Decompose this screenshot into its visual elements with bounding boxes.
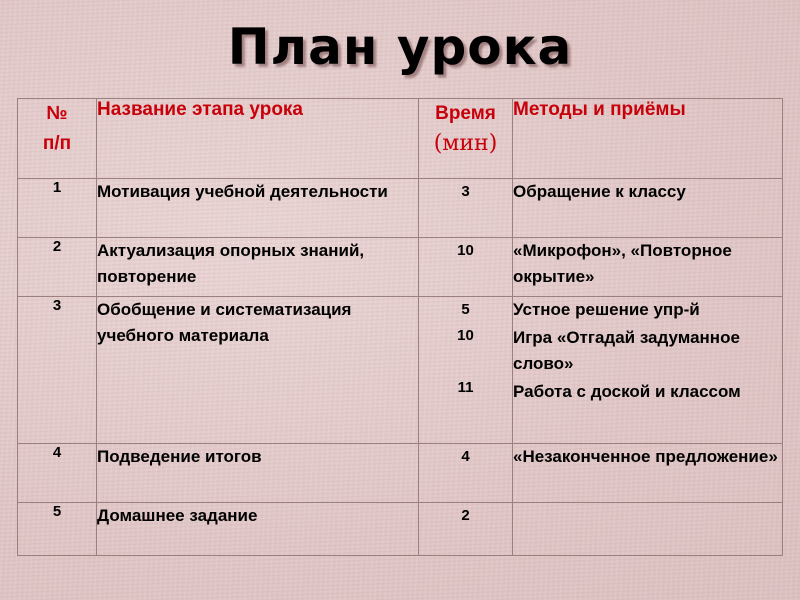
- row-number: 2: [18, 238, 97, 297]
- row-time-value: 4: [461, 448, 470, 465]
- row-time-value: 2: [461, 507, 470, 524]
- table-row: [18, 179, 783, 238]
- row-method: Устное решение упр-й: [513, 300, 700, 319]
- header-number-line2: п/п: [42, 133, 72, 154]
- row-stage: Домашнее задание: [97, 503, 419, 556]
- table-row: [18, 444, 783, 503]
- header-number: [18, 99, 97, 179]
- row-methods: [513, 238, 783, 297]
- header-number-line1: №: [46, 103, 68, 124]
- row-stage: Подведение итогов: [97, 444, 419, 503]
- table-row: [18, 503, 783, 556]
- row-method: Игра «Отгадай задуманное слово»: [513, 328, 740, 373]
- row-time-spacer: [419, 349, 512, 375]
- table-row: [18, 297, 783, 444]
- row-number: 3: [18, 297, 97, 444]
- row-method: «Незаконченное предложение»: [513, 447, 778, 466]
- row-time-value: 3: [461, 183, 470, 200]
- header-time-line1: Время: [435, 103, 496, 124]
- lesson-plan-table: [17, 98, 783, 556]
- row-number: 4: [18, 444, 97, 503]
- row-method: Обращение к классу: [513, 182, 686, 201]
- row-number: 1: [18, 179, 97, 238]
- row-stage: Мотивация учебной деятельности: [97, 179, 419, 238]
- page-title: План урока: [227, 18, 573, 76]
- row-time-value: 11: [457, 379, 474, 396]
- row-time-value: 5: [461, 301, 470, 318]
- row-methods: [513, 179, 783, 238]
- row-stage: Актуализация опорных знаний, повторение: [97, 238, 419, 297]
- row-methods: [513, 444, 783, 503]
- table-row: [18, 238, 783, 297]
- row-time: [419, 444, 513, 503]
- header-stage: Название этапа урока: [97, 99, 419, 179]
- row-time-value: 10: [457, 327, 474, 344]
- row-time-value: 10: [457, 242, 474, 259]
- row-method: Работа с доской и классом: [513, 382, 741, 401]
- header-time: [419, 99, 513, 179]
- row-time: [419, 297, 513, 444]
- row-methods: [513, 503, 783, 556]
- row-time: [419, 238, 513, 297]
- row-time: [419, 179, 513, 238]
- table-header-row: [18, 99, 783, 179]
- row-number: 5: [18, 503, 97, 556]
- header-methods: Методы и приёмы: [513, 99, 783, 179]
- row-stage: Обобщение и систематизация учебного материала: [97, 297, 419, 444]
- row-method: «Микрофон», «Повторное окрытие»: [513, 241, 732, 286]
- row-time: [419, 503, 513, 556]
- row-methods: [513, 297, 783, 444]
- header-time-line2: (мин): [433, 131, 498, 156]
